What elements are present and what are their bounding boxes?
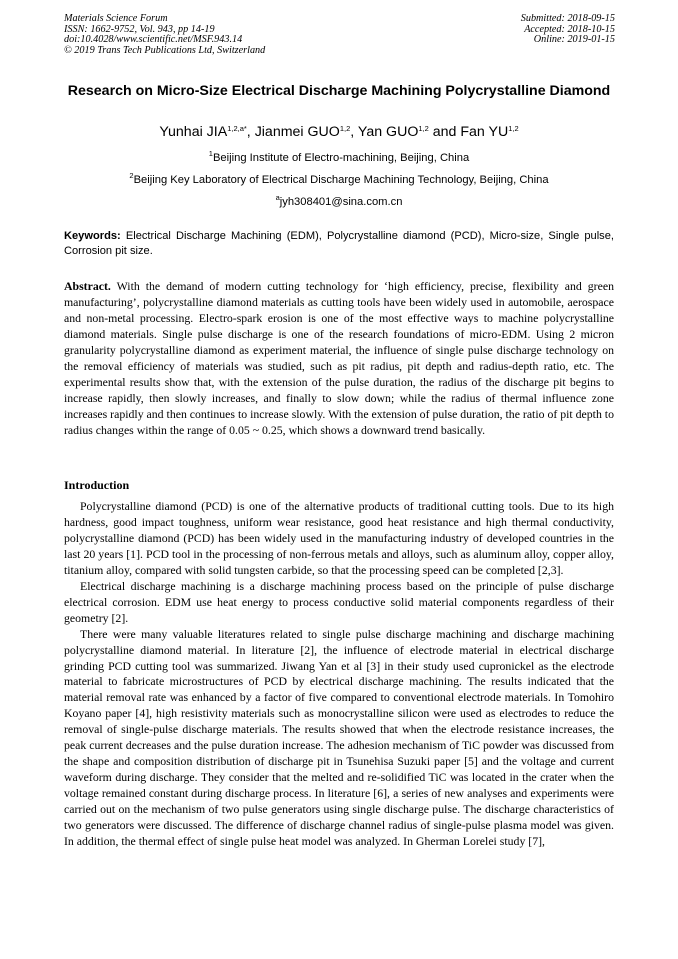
- email-text: jyh308401@sina.com.cn: [279, 196, 403, 208]
- abstract-text: With the demand of modern cutting technology for ‘high efficiency, precise, flexibility and green manufacturing’, polycrystalline diamond materials as cutting tools have been widely used in automobile, aerospace and non-metal processing. Electro-spark erosion is one of the most effective ways to machine polycrystalline diamond materials. Single pulse discharge is one of the research foundations of micro-EDM. Using 2 micron granularity polycrystalline diamond as experiment material, the influence of single pulse discharge technology on the removal efficiency of materials was studied, such as pit radius, pit depth and radius-depth ratio, etc. The experimental results show that, with the extension of the pulse duration, the radius of the discharge pit begins to increase rapidly, then slowly increases, and finally to slow down; while the radius of thermal influence zone increases rapidly and then continues to increase slowly. With the extension of pulse duration, the ratio of pit depth to radius changes within the range of 0.05 ~ 0.25, which shows a downward trend basically.: [64, 279, 614, 437]
- corresponding-email: [64, 195, 614, 209]
- abstract: [64, 279, 614, 439]
- paragraph: Polycrystalline diamond (PCD) is one of the alternative products of traditional cutting tools. Due to its high hardness, good impact toughness, uniform wear resistance, good heat resistance and high thermal conductivity, polycrystalline diamond (PCD) has been widely used in the manufacturing industry of developed countries in the last 20 years [1]. PCD tool in the processing of non-ferrous metals and alloys, such as aluminum alloy, copper alloy, titanium alloy, compared with solid tungsten carbide, so that the processing speed can be completed [2,3].: [64, 499, 614, 577]
- author-affiliation-mark: 1,2: [418, 124, 429, 133]
- author-separator: ,: [350, 124, 358, 140]
- introduction-body: [64, 499, 614, 850]
- author-affiliation-mark: 1,2: [508, 124, 519, 133]
- section-heading-introduction: Introduction: [64, 478, 130, 492]
- affiliation-2: [64, 173, 614, 187]
- affiliation-mark: 1: [208, 149, 213, 158]
- author-name: Yunhai JIA: [159, 124, 228, 140]
- author-name: Fan YU: [460, 124, 509, 140]
- accepted-date: Accepted: 2018-10-15: [524, 23, 615, 35]
- paragraph: Electrical discharge machining is a discharge machining process based on the principle of pulse discharge electrical corrosion. EDM use heat energy to process conductive solid material components regardless of their geometry [2].: [64, 578, 614, 625]
- abstract-label: Abstract.: [64, 279, 111, 293]
- keywords-label: Keywords:: [64, 230, 121, 242]
- paragraph: There were many valuable literatures related to single pulse discharge machining and discharge machining polycrystalline diamond material. In literature [2], the influence of electrode material in electrical discharge grinding PCD cutting tool was summarized. Jiwang Yan et al [3] in their study used cupronickel as the electrode material to fabricate microstructures of PCD by electrical discharge machining. The results indicated that the material removal rate was enhanced by a factor of five compared to conventional electrode materials. In Tomohiro Koyano paper [4], high resistivity materials such as monocrystalline silicon were used as electrodes to reduce the removal of single-pulse discharge materials. The results showed that when the electrode resistance increases, the peak current decreases and the pulse duration increase. The adhesion mechanism of TiC powder was discussed from the shape and composition distribution of discharge pit in Tsunehisa Suzuki paper [5] and the voltage and current waveform during discharge. They consider that the melted and re-solidified TiC was located in the crater when the voltage remained constant during discharge process. In literature [6], a series of new analyses and experiments were carried out on the mechanism of two pulse generators using single discharge pulse. The discharge characteristics of two generators were discussed. The difference of discharge channel radius of single-pulse plasma model was given. In addition, the thermal effect of single pulse heat model was analyzed. In Gherman Lorelei study [7],: [64, 626, 614, 849]
- email-mark: a: [275, 193, 280, 202]
- journal-name: Materials Science Forum: [64, 13, 168, 24]
- online-date: Online: 2019-01-15: [533, 34, 615, 46]
- affiliation-mark: 2: [129, 171, 134, 180]
- copyright: © 2019 Trans Tech Publications Ltd, Switzerland: [64, 44, 266, 56]
- paper-title: Research on Micro-Size Electrical Discharge Machining Polycrystalline Diamond: [67, 83, 611, 99]
- author-separator: and: [428, 124, 461, 140]
- doi: doi:10.4028/www.scientific.net/MSF.943.14: [64, 34, 243, 46]
- author-affiliation-mark: 1,2,a*: [227, 124, 247, 133]
- author-name: Yan GUO: [357, 124, 419, 140]
- author-separator: ,: [246, 124, 255, 140]
- journal-info: [64, 14, 265, 56]
- issn-volume: ISSN: 1662-9752, Vol. 943, pp 14-19: [64, 23, 215, 35]
- submitted-date: Submitted: 2018-09-15: [520, 13, 615, 24]
- affiliation-text: Beijing Institute of Electro-machining, Beijing, China: [212, 152, 470, 164]
- author-affiliation-mark: 1,2: [339, 124, 351, 133]
- affiliation-text: Beijing Key Laboratory of Electrical Discharge Machining Technology, Beijing, China: [133, 174, 549, 186]
- author-list: [64, 123, 614, 141]
- author-name: Jianmei GUO: [254, 124, 340, 140]
- submission-dates: [521, 14, 615, 46]
- keywords-text: Electrical Discharge Machining (EDM), Polycrystalline diamond (PCD), Micro-size, Single pulse, Corrosion pit size.: [64, 230, 614, 257]
- affiliation-1: [64, 151, 614, 165]
- keywords: [64, 229, 614, 258]
